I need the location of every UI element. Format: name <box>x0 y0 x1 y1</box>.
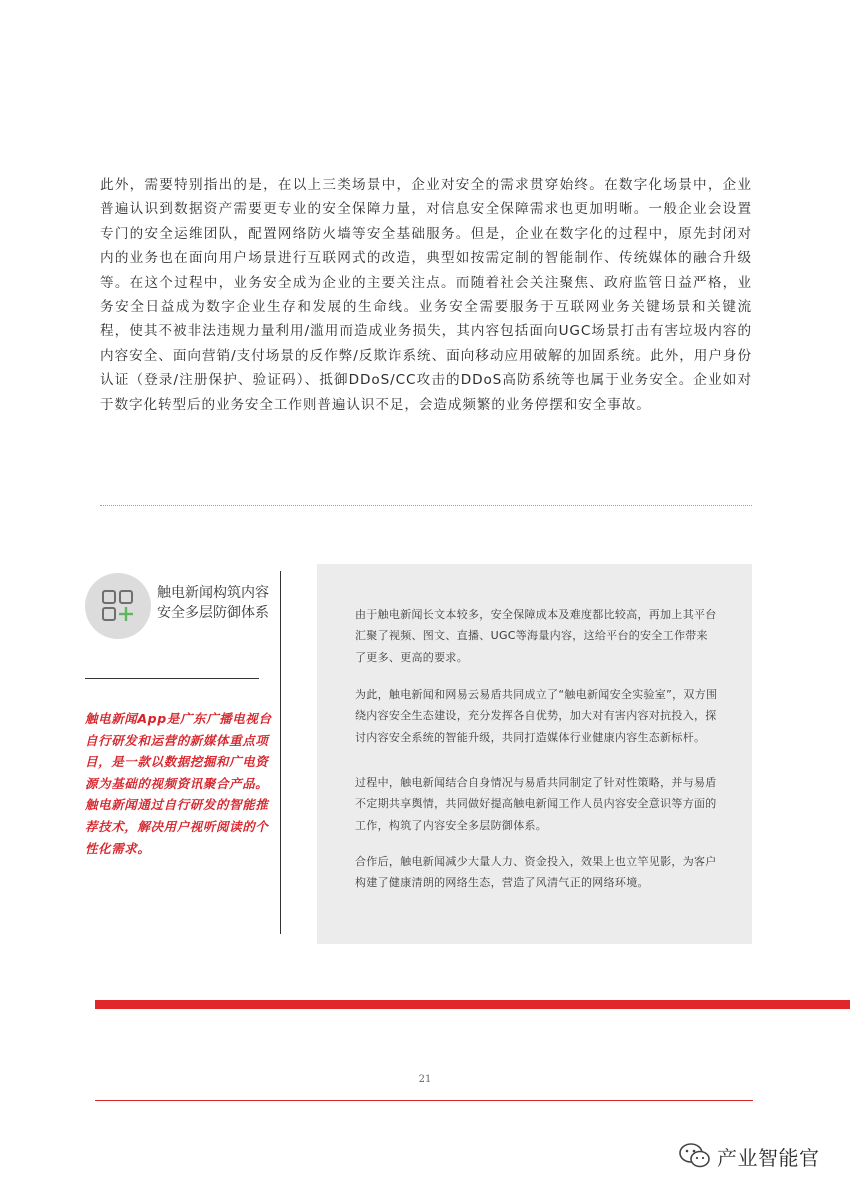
footer-accent-bar <box>95 1000 850 1009</box>
wechat-icon <box>677 1140 713 1172</box>
footer-rule <box>95 1100 753 1101</box>
case-paragraph: 为此，触电新闻和网易云易盾共同成立了“触电新闻安全实验室”，双方围绕内容安全生态建设，充分发挥各自优势，加大对有害内容对抗投入，探讨内容安全系统的智能升级，共同打造媒体行业健康内容生态新标杆。 <box>355 688 718 744</box>
apps-add-icon <box>85 573 151 639</box>
case-detail-panel <box>317 564 752 944</box>
case-side-note: 触电新闻App是广东广播电视台自行研发和运营的新媒体重点项目，是一款以数据挖掘和广电资源为基础的视频资讯聚合产品。触电新闻通过自行研发的智能推荐技术，解决用户视听阅读的个性化需求。 <box>85 711 272 856</box>
vertical-divider <box>280 571 281 934</box>
side-rule <box>85 678 259 679</box>
case-paragraph: 合作后，触电新闻减少大量人力、资金投入，效果上也立竿见影，为客户构建了健康清朗的网络生态，营造了风清气正的网络环境。 <box>355 855 717 890</box>
case-paragraph: 过程中，触电新闻结合自身情况与易盾共同制定了针对性策略，并与易盾不定期共享舆情，共同做好提高触电新闻工作人员内容安全意识等方面的工作，构筑了内容安全多层防御体系。 <box>355 776 717 832</box>
section-divider <box>100 505 752 506</box>
watermark <box>677 1140 820 1172</box>
page-number: 21 <box>418 1074 432 1085</box>
case-title: 触电新闻构筑内容安全多层防御体系 <box>157 585 269 621</box>
intro-paragraph: 此外，需要特别指出的是，在以上三类场景中，企业对安全的需求贯穿始终。在数字化场景中，企业普遍认识到数据资产需要更专业的安全保障力量，对信息安全保障需求也更加明晰。一般企业会设置专门的安全运维团队，配置网络防火墙等安全基础服务。但是，企业在数字化的过程中，原先封闭对内的业务也在面向用户场景进行互联网式的改造，典型如按需定制的智能制作、传统媒体的融合升级等。在这个过程中，业务安全成为企业的主要关注点。而随着社会关注聚焦、政府监管日益严格，业务安全日益成为数字企业生存和发展的生命线。业务安全需要服务于互联网业务关键场景和关键流程，使其不被非法违规力量利用/滥用而造成业务损失，其内容包括面向UGC场景打击有害垃圾内容的内容安全、面向营销/支付场景的反作弊/反欺诈系统、面向移动应用破解的加固系统。此外，用户身份认证（登录/注册保护、验证码）、抵御DDoS/CC攻击的DDoS高防系统等也属于业务安全。企业如对于数字化转型后的业务安全工作则普遍认识不足，会造成频繁的业务停摆和安全事故。 <box>100 177 752 413</box>
case-paragraph: 由于触电新闻长文本较多，安全保障成本及难度都比较高，再加上其平台汇聚了视频、图文、直播、UGC等海量内容，这给平台的安全工作带来了更多、更高的要求。 <box>355 608 717 664</box>
watermark-text: 产业智能官 <box>717 1145 820 1170</box>
